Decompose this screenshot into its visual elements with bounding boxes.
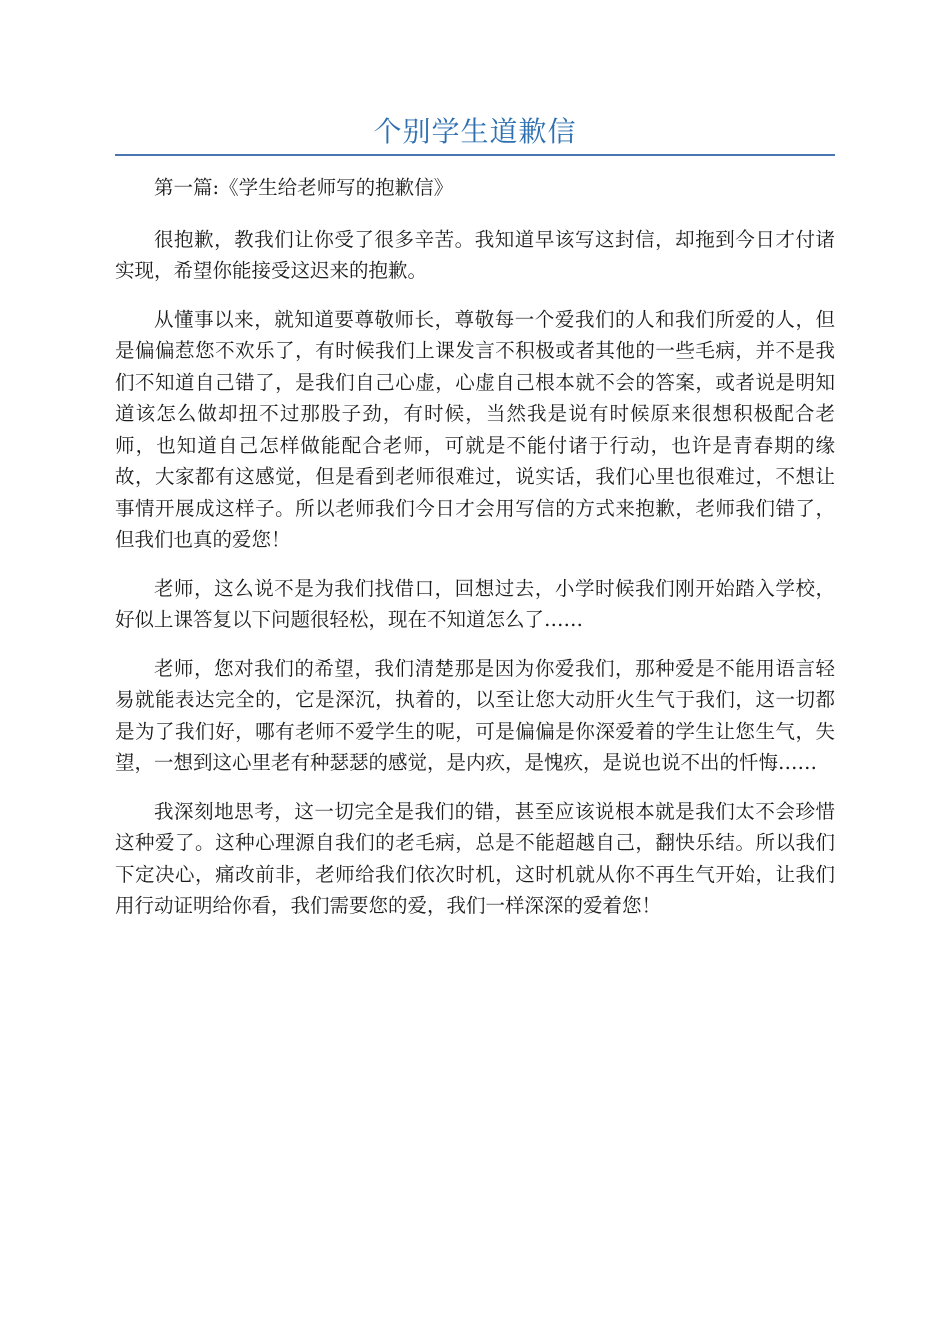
paragraph-5: 我深刻地思考，这一切完全是我们的错，甚至应该说根本就是我们太不会珍惜这种爱了。这种心理源自我们的老毛病，总是不能超越自己，翻快乐结。所以我们下定决心，痛改前非，老师给我们依次时机，这时机就从你不再生气开始，让我们用行动证明给你看，我们需要您的爱，我们一样深深的爱着您！ xyxy=(115,799,835,917)
paragraph-2: 从懂事以来，就知道要尊敬师长，尊敬每一个爱我们的人和我们所爱的人，但是偏偏惹您不欢乐了，有时候我们上课发言不积极或者其他的一些毛病，并不是我们不知道自己错了，是我们自己心虚，心虚自己根本就不会的答案，或者说是明知道该怎么做却扭不过那股子劲，有时候，当然我是说有时候原来很想积极配合老师，也知道自己怎样做能配合老师，可就是不能付诸于行动，也许是青春期的缘故，大家都有这感觉，但是看到老师很难过，说实话，我们心里也很难过，不想让事情开展成这样子。所以老师我们今日才会用写信的方式来抱歉，老师我们错了，但我们也真的爱您！ xyxy=(115,307,835,551)
document-title: 个别学生道歉信 xyxy=(373,115,577,148)
paragraph-4: 老师，您对我们的希望，我们清楚那是因为你爱我们，那种爱是不能用语言轻易就能表达完全的，它是深沉，执着的，以至让您大动肝火生气于我们，这一切都是为了我们好，哪有老师不爱学生的呢，可是偏偏是你深爱着的学生让您生气，失望，一想到这心里老有种瑟瑟的感觉，是内疚，是愧疚，是说也说不出的忏悔…… xyxy=(115,656,835,774)
paragraph-1: 很抱歉，教我们让你受了很多辛苦。我知道早该写这封信，却拖到今日才付诸实现，希望你能接受这迟来的抱歉。 xyxy=(115,227,835,282)
section-heading: 第一篇:《学生给老师写的抱歉信》 xyxy=(154,176,454,199)
document-body xyxy=(115,172,835,939)
title-underline xyxy=(115,154,835,156)
paragraph-3: 老师，这么说不是为我们找借口，回想过去，小学时候我们刚开始踏入学校，好似上课答复以下问题很轻松，现在不知道怎么了…… xyxy=(115,576,835,631)
